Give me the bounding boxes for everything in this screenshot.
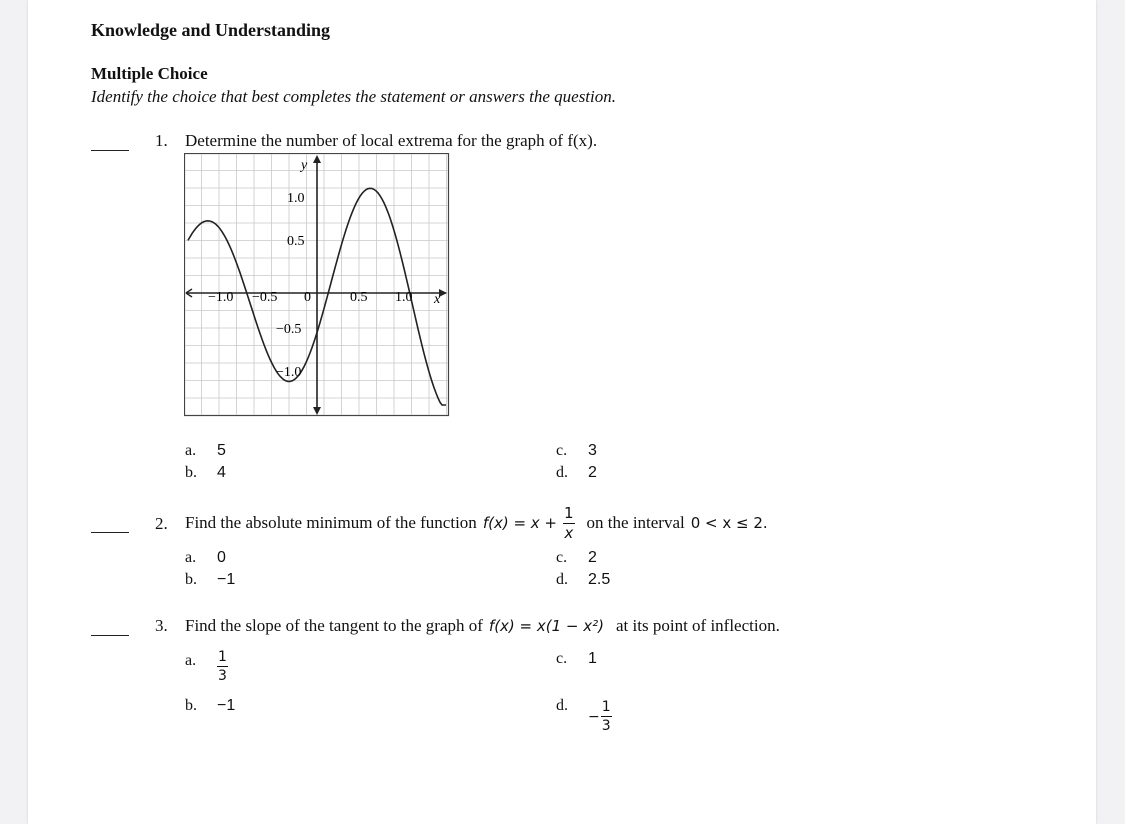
subsection-title: Multiple Choice [91, 64, 208, 83]
q3-option-d-letter: d. [556, 697, 568, 714]
q2-option-a[interactable] [185, 549, 226, 567]
y-tick-label-1: 1.0 [287, 191, 305, 206]
question-3-stem: Find the slope of the tangent to the graph of [185, 616, 483, 635]
x-tick-label-neg-0-5: −0.5 [252, 290, 278, 305]
q2-option-b[interactable] [185, 571, 235, 589]
q3-option-d-fraction [601, 700, 612, 733]
q2-option-c-letter: c. [556, 549, 568, 566]
q2-option-d-letter: d. [556, 571, 568, 588]
x-tick-label-neg-1: −1.0 [208, 290, 234, 305]
question-1-graph [184, 153, 450, 417]
question-2-stem-after: on the interval [586, 513, 685, 532]
question-1-text [185, 131, 597, 151]
q1-option-d-letter: d. [556, 464, 568, 481]
section-title: Knowledge and Understanding [91, 20, 331, 40]
q3-option-d[interactable] [556, 697, 612, 733]
q3-option-a[interactable] [185, 650, 228, 683]
q1-option-c-value: 3 [588, 442, 597, 459]
q2-option-d[interactable] [556, 571, 610, 589]
q1-option-d-value: 2 [588, 464, 597, 481]
y-tick-label-neg-0-5: −0.5 [276, 322, 302, 337]
q1-option-d[interactable] [556, 464, 597, 482]
q2-option-c-value: 2 [588, 549, 597, 566]
q1-option-c-letter: c. [556, 442, 568, 459]
q3-option-b-value: −1 [217, 697, 236, 714]
q3-option-d-sign: − [588, 709, 600, 725]
q1-option-b[interactable] [185, 464, 226, 482]
q3-option-d-den: 3 [601, 718, 611, 734]
q3-option-b-letter: b. [185, 697, 197, 714]
q3-option-c-value: 1 [588, 650, 597, 667]
question-2-fraction-den: x [564, 523, 574, 542]
instructions: Identify the choice that best completes the statement or answers the question. [91, 87, 616, 106]
question-2-interval: 0 < x ≤ 2. [690, 514, 768, 532]
question-2-fraction [563, 503, 575, 542]
q1-option-b-value: 4 [217, 464, 226, 481]
y-tick-label-neg-1: −1.0 [276, 365, 302, 380]
x-tick-label-0-5: 0.5 [350, 290, 368, 305]
q1-option-a-letter: a. [185, 442, 197, 459]
q2-option-b-value: −1 [217, 571, 236, 588]
q1-option-a[interactable] [185, 442, 226, 460]
q3-option-c[interactable] [556, 650, 597, 668]
question-2-fraction-num: 1 [564, 503, 574, 522]
question-2-function-lhs: f(x) = x + [482, 514, 557, 532]
question-3-text [185, 608, 780, 644]
document-page [28, 0, 1096, 824]
question-2-text [185, 500, 768, 546]
y-tick-label-0-5: 0.5 [287, 234, 305, 249]
x-axis-label: x [434, 292, 441, 307]
q3-option-c-letter: c. [556, 650, 568, 667]
question-1-stem: Determine the number of local extrema for the graph of f(x). [185, 131, 598, 150]
q3-option-a-fraction [217, 650, 228, 683]
question-3-function: f(x) = x(1 − x²) [488, 617, 605, 635]
y-axis-label: y [301, 158, 308, 173]
question-2-stem: Find the absolute minimum of the function [185, 513, 477, 532]
q3-option-d-num: 1 [601, 699, 611, 715]
answer-blank-3[interactable] [91, 635, 129, 636]
q2-option-a-value: 0 [217, 549, 226, 566]
answer-blank-1[interactable] [91, 150, 129, 151]
q3-option-a-letter: a. [185, 652, 197, 669]
q2-option-a-letter: a. [185, 549, 197, 566]
answer-blank-2[interactable] [91, 532, 129, 533]
q1-option-b-letter: b. [185, 464, 197, 481]
question-3-stem-after: at its point of inflection. [616, 616, 780, 635]
q2-option-c[interactable] [556, 549, 597, 567]
q3-option-a-num: 1 [218, 649, 227, 665]
question-1-number: 1. [155, 131, 168, 150]
question-3-number: 3. [155, 616, 168, 635]
x-tick-label-zero: 0 [304, 290, 311, 305]
q1-option-a-value: 5 [217, 442, 226, 459]
x-tick-label-1: 1.0 [395, 290, 413, 305]
q3-option-b[interactable] [185, 697, 235, 715]
q3-option-a-den: 3 [218, 668, 227, 684]
q2-option-d-value: 2.5 [588, 571, 611, 588]
question-2-number: 2. [155, 514, 168, 533]
q1-option-c[interactable] [556, 442, 597, 460]
q2-option-b-letter: b. [185, 571, 197, 588]
